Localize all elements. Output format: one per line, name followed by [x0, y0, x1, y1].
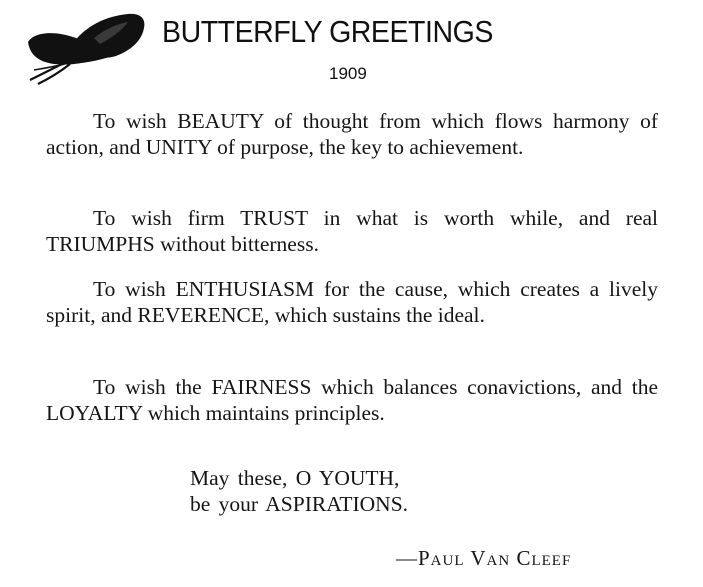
paragraph-fairness: To wish the FAIRNESS which balances conavictions, and the LOYALTY which maintains principles.: [46, 375, 658, 425]
butterfly-icon: [24, 12, 148, 86]
page-title: BUTTERFLY GREETINGS: [162, 14, 493, 49]
closing-line-1: May these, O YOUTH,: [190, 466, 400, 490]
paragraph-beauty: To wish BEAUTY of thought from which flows harmony of action, and UNITY of purpose, the key to achievement.: [46, 109, 658, 159]
closing-line-2: be your ASPIRATIONS.: [190, 492, 409, 516]
paragraph-trust: To wish firm TRUST in what is worth while, and real TRIUMPHS without bitterness.: [46, 206, 658, 256]
author-signature: —Paul Van Cleef: [396, 546, 572, 570]
closing-lines: [190, 465, 408, 517]
year-label: 1909: [329, 64, 367, 83]
paragraph-enthusiasm: To wish ENTHUSIASM for the cause, which creates a lively spirit, and REVERENCE, which sustains the ideal.: [46, 277, 658, 327]
